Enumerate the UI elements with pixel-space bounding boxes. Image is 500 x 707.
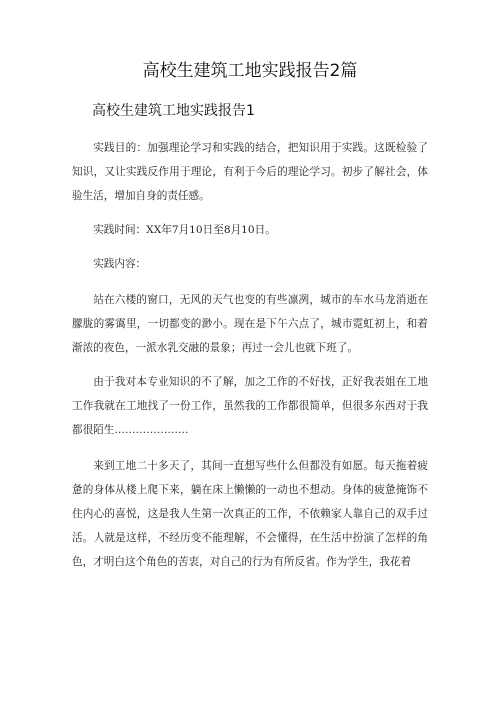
paragraph-twenty-days: 来到工地二十多天了，其间一直想写些什么但都没有如愿。每天拖着疲惫的身体从楼上爬下来，躺在床上懒懒的一动也不想动。身体的疲惫掩饰不住内心的喜悦，这是我人生第一次真正的工作，不依赖家人靠自己的双手过活。人就是这样，不经历变不能理解，不会懂得，在生活中扮演了怎样的角色，才明白这个角色的苦衷，对自己的行为有所反省。作为学生，我花着 xyxy=(72,460,428,568)
paragraph-job: 由于我对本专业知识的不了解，加之工作的不好找，正好我表姐在工地工作我就在工地找了一份工作，虽然我的工作都很简单，但很多东西对于我都很陌生………………… xyxy=(72,376,428,436)
paragraph-content-heading: 实践内容： xyxy=(93,258,147,270)
paragraph-window-scene: 站在六楼的窗口，无风的天气也变的有些凛冽，城市的车水马龙消逝在朦胧的雾霭里，一切都变的渺小。现在是下午六点了，城市霓虹初上，和着渐浓的夜色，一派水乳交融的景象；再过一会儿也就下班了。 xyxy=(72,294,428,354)
paragraph-purpose: 实践目的：加强理论学习和实践的结合，把知识用于实践。这既检验了知识，又让实践反作用于理论，有利于今后的理论学习。初步了解社会，体验生活，增加自身的责任感。 xyxy=(72,142,428,202)
paragraph-time: 实践时间：XX年7月10日至8月10日。 xyxy=(93,224,276,236)
document-title: 高校生建筑工地实践报告2篇 xyxy=(142,61,358,81)
section-title: 高校生建筑工地实践报告1 xyxy=(92,103,255,119)
